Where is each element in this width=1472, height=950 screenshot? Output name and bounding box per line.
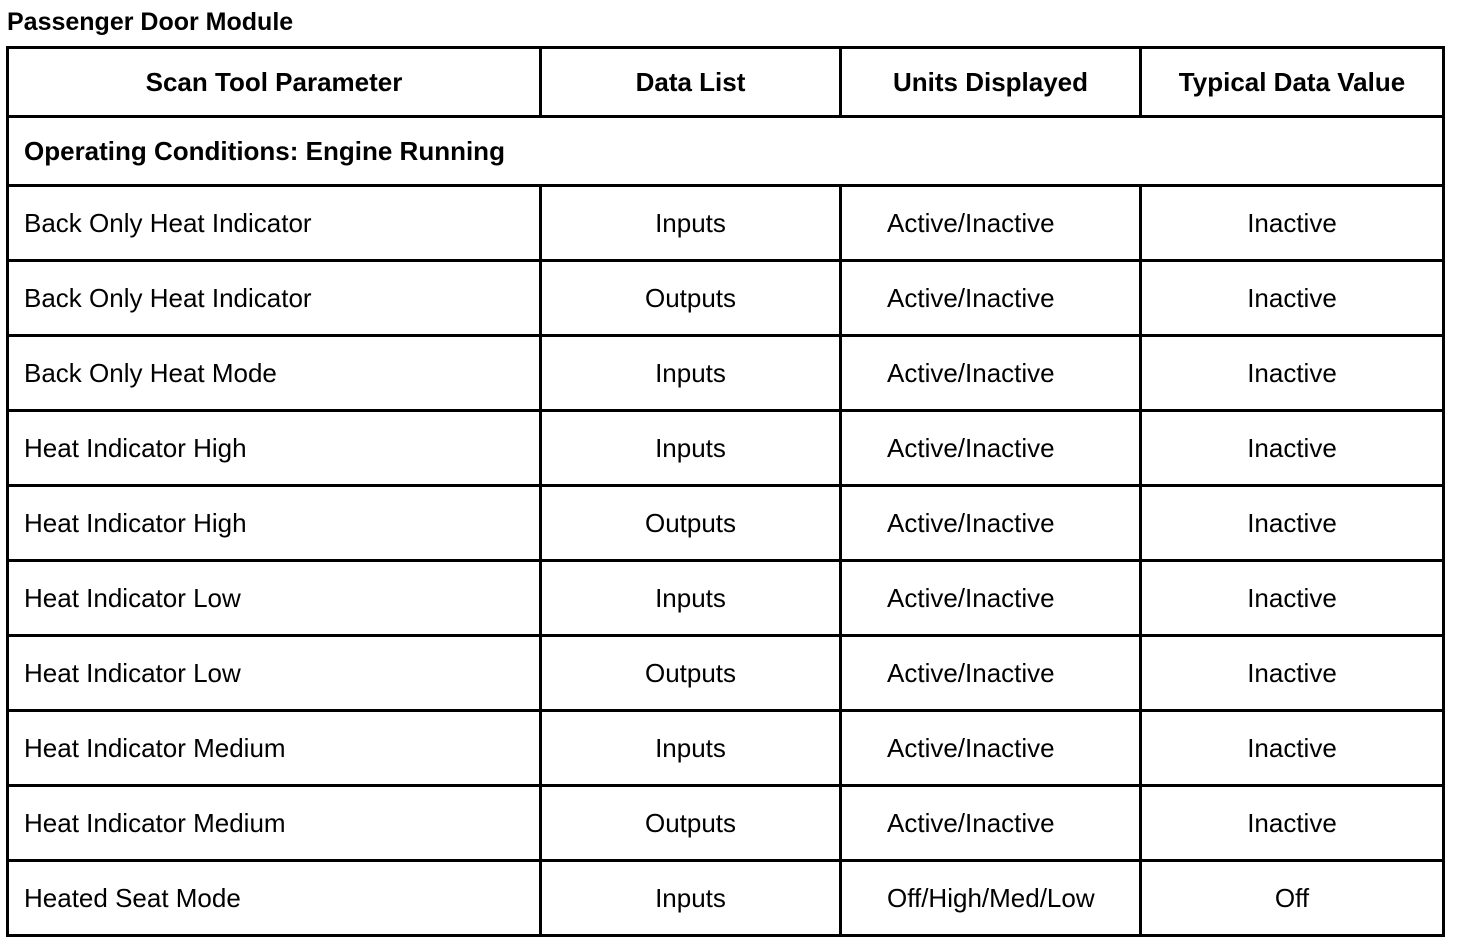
cell-units: Active/Inactive — [841, 336, 1141, 411]
table-row — [8, 336, 1444, 411]
cell-parameter: Heat Indicator High — [8, 411, 541, 486]
cell-units: Active/Inactive — [841, 711, 1141, 786]
cell-units: Active/Inactive — [841, 786, 1141, 861]
cell-typical-value: Inactive — [1141, 261, 1444, 336]
cell-parameter: Heat Indicator Medium — [8, 786, 541, 861]
cell-parameter: Heat Indicator Low — [8, 636, 541, 711]
cell-parameter: Heat Indicator High — [8, 486, 541, 561]
parameter-table — [6, 46, 1445, 937]
table-row — [8, 261, 1444, 336]
cell-units: Active/Inactive — [841, 186, 1141, 261]
cell-units: Active/Inactive — [841, 411, 1141, 486]
cell-typical-value: Inactive — [1141, 411, 1444, 486]
cell-typical-value: Inactive — [1141, 336, 1444, 411]
table-header-row — [8, 48, 1444, 117]
cell-typical-value: Inactive — [1141, 561, 1444, 636]
cell-data-list: Outputs — [541, 261, 841, 336]
cell-data-list: Inputs — [541, 336, 841, 411]
section-row — [8, 117, 1444, 186]
table-row — [8, 186, 1444, 261]
cell-parameter: Back Only Heat Indicator — [8, 186, 541, 261]
cell-parameter: Heated Seat Mode — [8, 861, 541, 936]
cell-data-list: Inputs — [541, 711, 841, 786]
cell-parameter: Back Only Heat Indicator — [8, 261, 541, 336]
cell-units: Active/Inactive — [841, 486, 1141, 561]
table-row — [8, 861, 1444, 936]
header-data-list: Data List — [541, 48, 841, 117]
table-row — [8, 786, 1444, 861]
cell-parameter: Heat Indicator Low — [8, 561, 541, 636]
header-units-displayed: Units Displayed — [841, 48, 1141, 117]
table-row — [8, 711, 1444, 786]
cell-typical-value: Off — [1141, 861, 1444, 936]
cell-data-list: Inputs — [541, 186, 841, 261]
cell-units: Active/Inactive — [841, 561, 1141, 636]
cell-parameter: Heat Indicator Medium — [8, 711, 541, 786]
cell-typical-value: Inactive — [1141, 486, 1444, 561]
cell-typical-value: Inactive — [1141, 186, 1444, 261]
cell-data-list: Inputs — [541, 561, 841, 636]
table-row — [8, 411, 1444, 486]
cell-units: Active/Inactive — [841, 636, 1141, 711]
cell-units: Off/High/Med/Low — [841, 861, 1141, 936]
cell-data-list: Outputs — [541, 786, 841, 861]
header-scan-tool-parameter: Scan Tool Parameter — [8, 48, 541, 117]
cell-typical-value: Inactive — [1141, 786, 1444, 861]
cell-data-list: Outputs — [541, 636, 841, 711]
cell-typical-value: Inactive — [1141, 636, 1444, 711]
cell-units: Active/Inactive — [841, 261, 1141, 336]
cell-parameter: Back Only Heat Mode — [8, 336, 541, 411]
cell-typical-value: Inactive — [1141, 711, 1444, 786]
cell-data-list: Inputs — [541, 411, 841, 486]
section-label: Operating Conditions: Engine Running — [8, 117, 1444, 186]
cell-data-list: Inputs — [541, 861, 841, 936]
page-title: Passenger Door Module — [7, 8, 294, 36]
cell-data-list: Outputs — [541, 486, 841, 561]
table-row — [8, 636, 1444, 711]
header-typical-data-value: Typical Data Value — [1141, 48, 1444, 117]
table-row — [8, 561, 1444, 636]
table-row — [8, 486, 1444, 561]
